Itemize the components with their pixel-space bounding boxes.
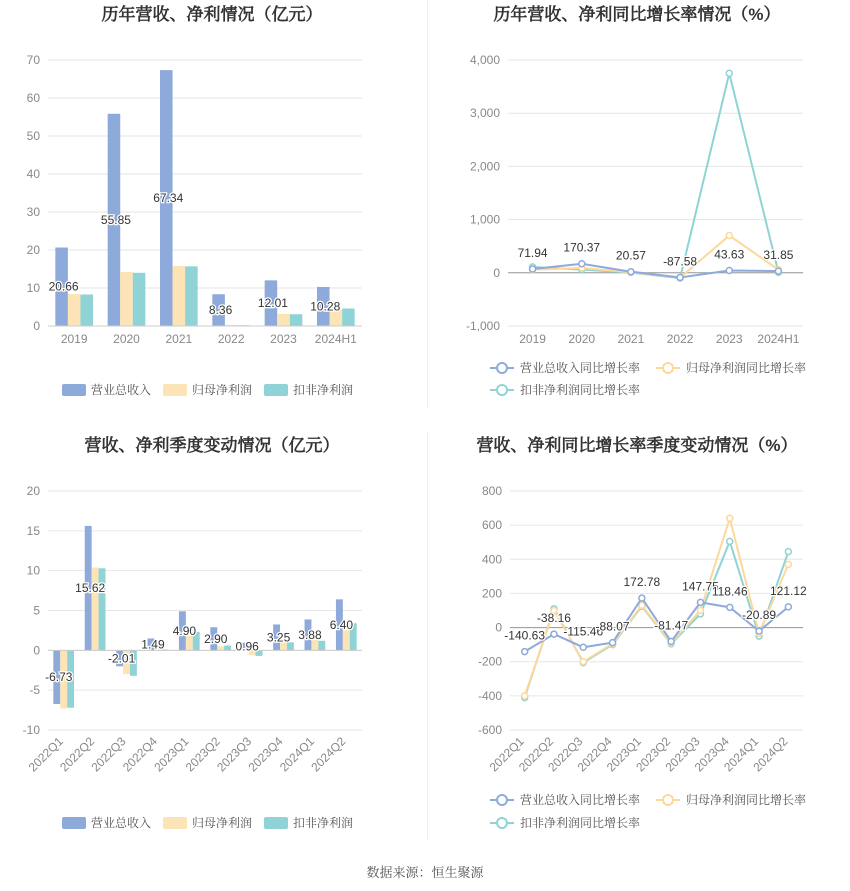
x-tick-label: 2022Q4 [574, 734, 615, 775]
x-tick-label: 2023Q4 [245, 734, 286, 775]
quarterly-revenue-profit-chart [0, 430, 425, 855]
x-tick-label: 2021 [165, 332, 193, 346]
data-point [727, 604, 733, 610]
quarterly-growth-rate-chart [425, 430, 850, 855]
chart-title-4: 营收、净利同比增长率季度变动情况（%） [476, 436, 798, 455]
x-tick-label: 2022Q4 [119, 734, 161, 775]
legend-label: 归母净利润同比增长率 [686, 361, 807, 375]
legend-label: 扣非净利润 [293, 383, 354, 397]
y-tick-label: 15 [26, 523, 40, 538]
data-label: 172.78 [623, 575, 661, 590]
bar-net-profit [120, 272, 133, 326]
data-point [697, 608, 703, 614]
legend-label: 营业总收入 [91, 383, 152, 397]
data-point [522, 649, 528, 655]
data-point [726, 233, 732, 239]
legend-label: 归母净利润 [192, 383, 253, 397]
data-label: 20.57 [615, 248, 646, 263]
y-tick-label: 70 [26, 53, 40, 67]
bar-net-profit [277, 314, 290, 326]
x-tick-label: 2022Q2 [515, 734, 557, 775]
x-tick-label: 2024Q2 [750, 734, 791, 775]
legend-label: 营业总收入同比增长率 [520, 361, 641, 375]
legend-swatch [163, 384, 187, 396]
data-point [668, 638, 674, 644]
data-point [579, 261, 585, 267]
x-tick-label: 2024H1 [757, 332, 800, 346]
y-tick-label: 400 [481, 552, 502, 567]
x-tick-label: 2024Q1 [276, 734, 318, 775]
bar-deducted-profit [224, 646, 231, 651]
quarterly-growth-rate-svg [425, 430, 850, 850]
y-tick-label: 1,000 [469, 212, 500, 227]
data-label: -87.58 [663, 254, 698, 269]
bar-net-profit [173, 266, 186, 326]
y-tick-label: 200 [481, 586, 502, 601]
y-tick-label: 800 [481, 484, 502, 498]
quarterly-revenue-profit-svg [0, 430, 425, 850]
data-label: 121.12 [769, 583, 807, 598]
data-label: 3.25 [266, 630, 291, 645]
data-point [727, 515, 733, 521]
y-tick-label: 0 [493, 265, 500, 280]
x-tick-label: 2022Q1 [486, 734, 527, 775]
y-tick-label: -400 [477, 688, 502, 703]
x-tick-label: 2020 [568, 332, 596, 346]
x-tick-label: 2019 [519, 332, 546, 346]
series-line-0 [533, 264, 779, 278]
x-tick-label: 2023Q3 [214, 734, 255, 775]
chart-title-2: 历年营收、净利同比增长率情况（%） [493, 5, 781, 24]
y-tick-label: 0 [33, 319, 40, 333]
bar-deducted-profit [185, 266, 198, 326]
x-tick-label: 2023Q2 [182, 734, 223, 775]
x-tick-label: 2024Q1 [721, 734, 762, 775]
data-label: 3.88 [298, 627, 322, 642]
bar-deducted-profit [290, 314, 303, 326]
data-label: 118.46 [711, 584, 748, 599]
legend-marker [497, 795, 507, 805]
data-point [522, 693, 528, 699]
legend-marker [497, 385, 507, 395]
y-tick-label: 60 [26, 91, 40, 105]
data-point [580, 644, 586, 650]
x-tick-label: 2023 [270, 332, 297, 346]
bar-net-profit [92, 567, 99, 650]
data-label: -20.89 [742, 608, 777, 623]
legend-label: 扣非净利润同比增长率 [520, 816, 641, 830]
data-point [775, 268, 781, 274]
legend-swatch [62, 817, 86, 829]
data-label: 15.62 [75, 581, 106, 596]
data-point [785, 549, 791, 555]
data-label: 67.34 [153, 191, 184, 206]
y-tick-label: 10 [26, 281, 40, 295]
legend-marker [497, 363, 507, 373]
legend-marker [497, 818, 507, 828]
legend-label: 归母净利润同比增长率 [686, 793, 807, 807]
data-label: -6.73 [45, 670, 73, 685]
y-tick-label: 3,000 [469, 106, 500, 121]
x-tick-label: 2022 [217, 332, 245, 346]
data-label: 2.90 [204, 631, 228, 646]
x-tick-label: 2023Q3 [662, 734, 703, 775]
data-source-note: 数据来源：恒生聚源 [366, 865, 484, 880]
data-point [639, 595, 645, 601]
bar-deducted-profit [342, 309, 355, 326]
x-tick-label: 2024H1 [314, 332, 357, 346]
y-tick-label: -600 [477, 723, 502, 737]
x-tick-label: 2023Q1 [603, 734, 644, 775]
data-label: -115.46 [563, 624, 604, 639]
annual-growth-rate-svg [425, 0, 850, 420]
bar-deducted-profit [318, 641, 325, 651]
data-point [677, 274, 683, 280]
data-label: 12.01 [257, 296, 288, 311]
legend-label: 营业总收入 [91, 816, 152, 830]
y-tick-label: -200 [477, 654, 502, 669]
data-label: 8.36 [208, 303, 233, 318]
x-tick-label: 2023Q2 [633, 734, 674, 775]
x-tick-label: 2022 [666, 332, 694, 346]
x-tick-label: 2023Q1 [151, 734, 192, 775]
data-label: -38.16 [536, 611, 571, 626]
data-point [785, 561, 791, 567]
data-label: -81.47 [654, 618, 689, 633]
data-point [610, 640, 616, 646]
data-label: 71.94 [517, 245, 548, 260]
bar-net-profit [217, 646, 224, 650]
data-label: 31.85 [763, 248, 794, 263]
data-label: -88.07 [595, 619, 630, 634]
data-label: 4.90 [172, 623, 197, 638]
data-point [628, 269, 634, 275]
data-label: 0.96 [235, 639, 259, 654]
data-label: 55.85 [100, 212, 131, 227]
bar-deducted-profit [133, 273, 146, 326]
y-tick-label: 4,000 [469, 53, 500, 67]
x-tick-label: 2023Q4 [691, 734, 732, 775]
data-label: -140.63 [504, 628, 546, 643]
legend-label: 营业总收入同比增长率 [520, 793, 641, 807]
data-point [756, 628, 762, 634]
x-tick-label: 2022Q2 [57, 734, 98, 775]
data-point [727, 538, 733, 544]
y-tick-label: 5 [33, 603, 40, 618]
series-line-1 [525, 518, 789, 696]
x-tick-label: 2021 [617, 332, 645, 346]
y-tick-label: 2,000 [469, 159, 500, 174]
legend-marker [663, 363, 673, 373]
chart-title-1: 历年营收、净利情况（亿元） [101, 5, 323, 24]
data-label: 43.63 [714, 247, 745, 262]
bar-deducted-profit [80, 294, 93, 326]
y-tick-label: 0 [495, 620, 502, 635]
bar-net-profit [343, 630, 350, 651]
data-label: 6.40 [329, 617, 354, 632]
y-tick-label: 50 [26, 129, 40, 143]
y-tick-label: 0 [33, 643, 40, 658]
x-tick-label: 2023 [715, 332, 743, 346]
y-tick-label: 20 [26, 484, 40, 498]
annual-revenue-profit-chart [0, 0, 425, 425]
data-label: 170.37 [563, 240, 601, 255]
data-label: 147.75 [682, 579, 719, 594]
data-point [639, 602, 645, 608]
data-point [580, 659, 586, 665]
data-label: 20.66 [48, 279, 79, 294]
data-point [726, 267, 732, 273]
bar-net-profit [68, 294, 81, 326]
x-tick-label: 2022Q3 [545, 734, 586, 775]
legend-label: 扣非净利润同比增长率 [520, 383, 641, 397]
data-point [785, 604, 791, 610]
data-point [726, 70, 732, 76]
legend-label: 归母净利润 [192, 816, 253, 830]
legend-marker [663, 795, 673, 805]
x-tick-label: 2022Q3 [88, 734, 129, 775]
y-tick-label: 30 [26, 205, 40, 219]
legend-label: 扣非净利润 [293, 816, 354, 830]
y-tick-label: 20 [26, 243, 40, 257]
y-tick-label: 10 [26, 563, 40, 578]
bar-net-profit [186, 636, 193, 650]
annual-revenue-profit-svg [0, 0, 425, 420]
annual-growth-rate-chart [425, 0, 850, 425]
y-tick-label: 40 [26, 167, 40, 181]
legend-swatch [62, 384, 86, 396]
y-tick-label: -10 [22, 723, 40, 737]
data-label: 1.49 [141, 637, 165, 652]
y-tick-label: 600 [481, 518, 502, 533]
chart-title-3: 营收、净利季度变动情况（亿元） [84, 436, 340, 455]
y-tick-label: -1,000 [465, 319, 500, 333]
data-point [551, 631, 557, 637]
x-tick-label: 2022Q1 [25, 734, 66, 775]
legend-swatch [264, 384, 288, 396]
legend-swatch [163, 817, 187, 829]
x-tick-label: 2019 [60, 332, 88, 346]
y-tick-label: -5 [29, 683, 40, 698]
data-point [530, 266, 536, 272]
x-tick-label: 2024Q2 [308, 734, 349, 775]
x-tick-label: 2020 [113, 332, 140, 346]
data-label: -2.01 [107, 651, 136, 666]
data-label: 10.28 [310, 299, 341, 314]
legend-swatch [264, 817, 288, 829]
data-point [697, 599, 703, 605]
